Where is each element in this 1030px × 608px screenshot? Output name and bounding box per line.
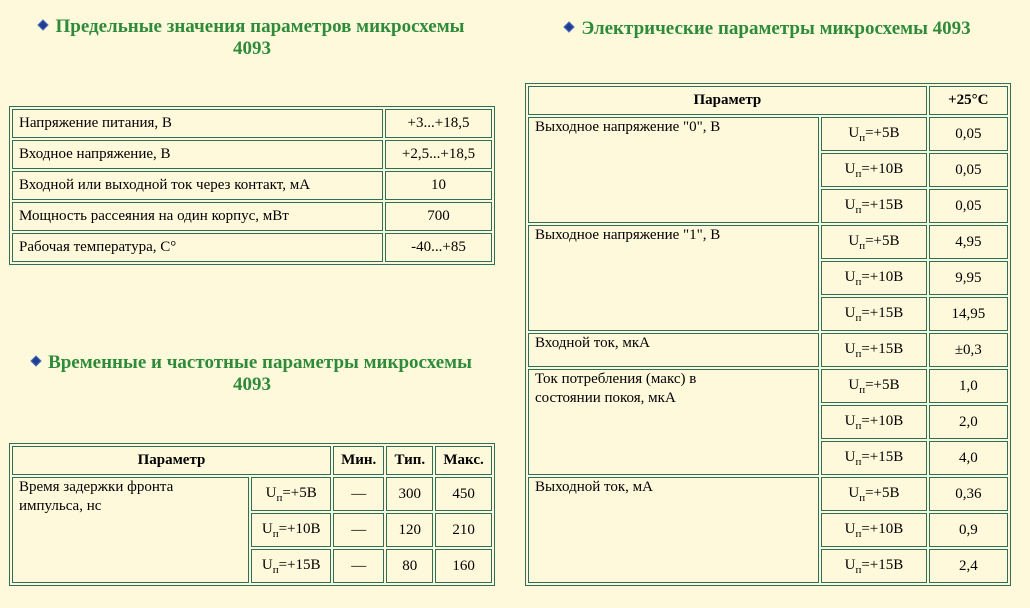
supply-subscript: п [855, 563, 862, 576]
supply-value: =+5В [282, 484, 317, 501]
supply-value: =+5В [865, 124, 900, 141]
limits-heading [12, 16, 492, 60]
supply-subscript: п [855, 203, 862, 216]
supply-voltage-cell [251, 477, 331, 511]
supply-subscript: п [859, 491, 866, 504]
min-cell: — [333, 549, 384, 583]
supply-voltage-cell [821, 153, 926, 187]
value-cell: 0,9 [929, 513, 1008, 547]
supply-symbol: U [848, 232, 860, 249]
supply-value: =+5В [865, 376, 900, 393]
supply-subscript: п [272, 527, 279, 540]
supply-voltage-cell [821, 513, 926, 547]
supply-subscript: п [855, 455, 862, 468]
supply-value: =+5В [865, 484, 900, 501]
table-row [12, 140, 492, 169]
timing-table [9, 443, 495, 586]
param-cell: Входное напряжение, В [12, 140, 383, 169]
table-row [528, 477, 1008, 511]
supply-symbol: U [844, 340, 856, 357]
supply-value: =+10В [861, 520, 904, 537]
supply-symbol: U [265, 484, 277, 501]
blue-diamond-bullet-icon [564, 21, 575, 32]
supply-symbol: U [844, 412, 856, 429]
supply-value: =+15В [861, 556, 904, 573]
value-cell: 0,05 [929, 189, 1008, 223]
value-cell: 9,95 [929, 261, 1008, 295]
value-cell: 0,05 [929, 117, 1008, 151]
value-cell: +3...+18,5 [385, 109, 492, 138]
supply-voltage-cell [251, 549, 331, 583]
supply-subscript: п [859, 131, 866, 144]
supply-voltage-cell [821, 333, 926, 367]
param-text-line1: Выходное напряжение "1", В [535, 227, 721, 243]
supply-subscript: п [859, 239, 866, 252]
supply-value: =+15В [861, 304, 904, 321]
electrical-title: Электрические параметры микросхемы 4093 [581, 18, 971, 39]
param-text-line1: Выходной ток, мА [535, 479, 653, 495]
limits-title-line2: 4093 [233, 38, 271, 59]
typ-cell: 80 [386, 549, 433, 583]
supply-value: =+10В [861, 160, 904, 177]
supply-symbol: U [844, 304, 856, 321]
supply-subscript: п [276, 491, 283, 504]
header-typ: Тип. [386, 446, 433, 475]
header-param: Параметр [12, 446, 331, 475]
value-cell: 2,0 [929, 405, 1008, 439]
value-cell: +2,5...+18,5 [385, 140, 492, 169]
table-row [12, 171, 492, 200]
timing-heading [12, 352, 492, 396]
supply-value: =+10В [861, 412, 904, 429]
min-cell: — [333, 513, 384, 547]
value-cell: 1,0 [929, 369, 1008, 403]
supply-symbol: U [844, 160, 856, 177]
value-cell: ±0,3 [929, 333, 1008, 367]
table-row [12, 202, 492, 231]
supply-symbol: U [844, 196, 856, 213]
supply-symbol: U [848, 376, 860, 393]
supply-symbol: U [844, 556, 856, 573]
supply-voltage-cell [821, 189, 926, 223]
supply-symbol: U [844, 520, 856, 537]
supply-symbol: U [261, 520, 273, 537]
supply-subscript: п [859, 383, 866, 396]
supply-value: =+10В [861, 268, 904, 285]
table-row [528, 117, 1008, 151]
blue-diamond-bullet-icon [38, 19, 49, 30]
param-text-line1: Ток потребления (макс) в [535, 371, 697, 387]
supply-voltage-cell [821, 225, 926, 259]
supply-symbol: U [848, 484, 860, 501]
param-text-line1: Входной ток, мкА [535, 335, 650, 351]
param-text-line1: Время задержки фронта [19, 479, 174, 495]
supply-symbol: U [844, 268, 856, 285]
value-cell: 2,4 [929, 549, 1008, 583]
table-row [12, 477, 492, 511]
param-cell [528, 225, 819, 331]
supply-value: =+10В [278, 520, 321, 537]
param-cell [528, 477, 819, 583]
supply-subscript: п [855, 527, 862, 540]
value-cell: -40...+85 [385, 233, 492, 262]
supply-voltage-cell [821, 441, 926, 475]
table-row [528, 333, 1008, 367]
value-cell: 700 [385, 202, 492, 231]
value-cell: 10 [385, 171, 492, 200]
param-cell [528, 333, 819, 367]
supply-voltage-cell [251, 513, 331, 547]
supply-voltage-cell [821, 477, 926, 511]
supply-subscript: п [855, 311, 862, 324]
blue-diamond-bullet-icon [30, 355, 41, 366]
param-cell: Входной или выходной ток через контакт, мА [12, 171, 383, 200]
param-cell: Рабочая температура, С° [12, 233, 383, 262]
supply-value: =+15В [861, 196, 904, 213]
supply-voltage-cell [821, 117, 926, 151]
value-cell: 4,0 [929, 441, 1008, 475]
electrical-table [525, 83, 1011, 586]
supply-voltage-cell [821, 369, 926, 403]
supply-voltage-cell [821, 261, 926, 295]
value-cell: 0,05 [929, 153, 1008, 187]
max-cell: 450 [435, 477, 492, 511]
header-max: Макс. [435, 446, 492, 475]
supply-voltage-cell [821, 549, 926, 583]
param-cell [12, 477, 249, 583]
table-header-row [12, 446, 492, 475]
typ-cell: 120 [386, 513, 433, 547]
supply-subscript: п [855, 419, 862, 432]
supply-voltage-cell [821, 297, 926, 331]
supply-value: =+15В [861, 448, 904, 465]
supply-subscript: п [855, 275, 862, 288]
table-row [12, 233, 492, 262]
min-cell: — [333, 477, 384, 511]
param-text-line1: Выходное напряжение "0", В [535, 119, 721, 135]
param-text-line2: состоянии покоя, мкА [535, 390, 676, 406]
param-cell [528, 117, 819, 223]
table-row [528, 369, 1008, 403]
supply-subscript: п [855, 167, 862, 180]
header-min: Мин. [333, 446, 384, 475]
electrical-heading [528, 18, 1008, 40]
supply-subscript: п [855, 347, 862, 360]
supply-voltage-cell [821, 405, 926, 439]
value-cell: 4,95 [929, 225, 1008, 259]
limits-table [9, 106, 495, 265]
max-cell: 160 [435, 549, 492, 583]
header-temp: +25°С [929, 86, 1008, 115]
supply-value: =+15В [278, 556, 321, 573]
timing-title-line2: 4093 [233, 374, 271, 395]
table-row [528, 225, 1008, 259]
param-cell: Напряжение питания, В [12, 109, 383, 138]
supply-symbol: U [844, 448, 856, 465]
supply-value: =+5В [865, 232, 900, 249]
value-cell: 0,36 [929, 477, 1008, 511]
limits-title-line1: Предельные значения параметров микросхемы [55, 16, 465, 37]
param-cell [528, 369, 819, 475]
typ-cell: 300 [386, 477, 433, 511]
param-cell: Мощность рассеяния на один корпус, мВт [12, 202, 383, 231]
table-row [12, 109, 492, 138]
supply-symbol: U [261, 556, 273, 573]
value-cell: 14,95 [929, 297, 1008, 331]
timing-title-line1: Временные и частотные параметры микросхемы [48, 352, 472, 373]
max-cell: 210 [435, 513, 492, 547]
header-param: Параметр [528, 86, 927, 115]
table-header-row [528, 86, 1008, 115]
supply-subscript: п [272, 563, 279, 576]
supply-symbol: U [848, 124, 860, 141]
param-text-line2: импульса, нс [19, 498, 102, 514]
supply-value: =+15В [861, 340, 904, 357]
